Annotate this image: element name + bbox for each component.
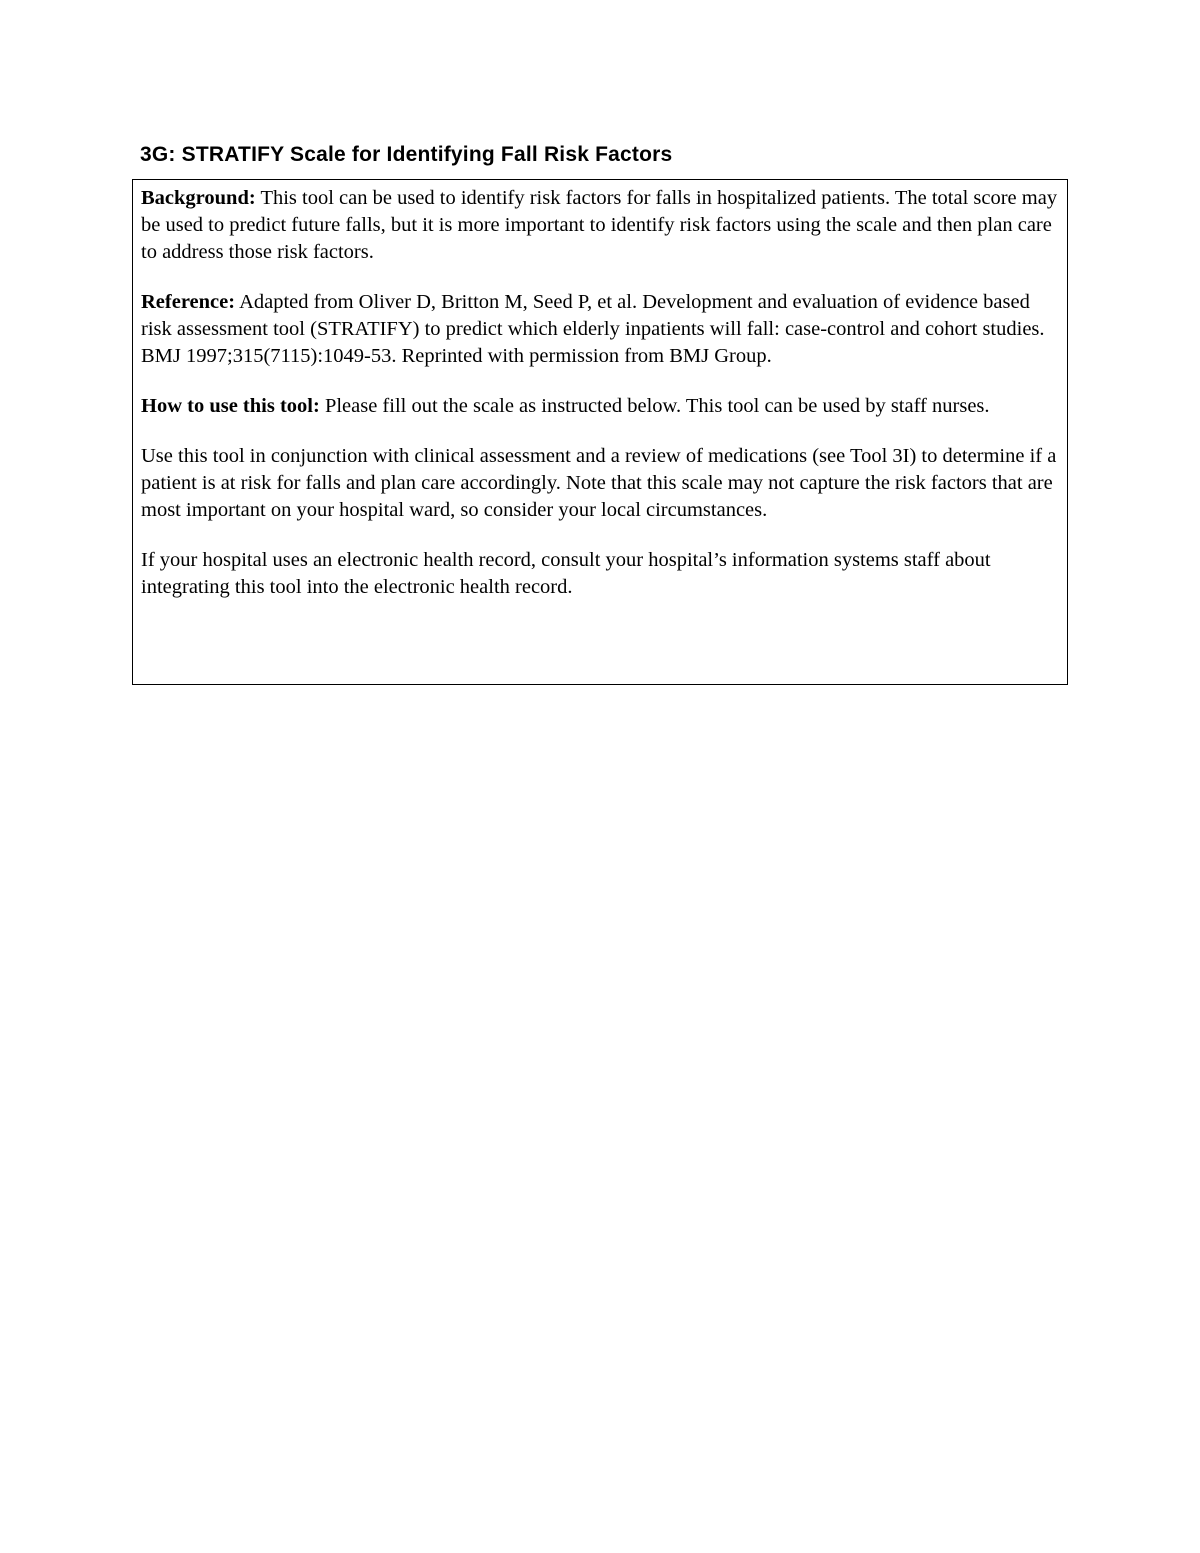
- page-title: 3G: STRATIFY Scale for Identifying Fall Risk Factors: [140, 143, 673, 166]
- how-to-use-text: Please fill out the scale as instructed below. This tool can be used by staff nurses.: [319, 395, 990, 417]
- info-box: [132, 179, 1068, 685]
- background-text: This tool can be used to identify risk factors for falls in hospitalized patients. The total score may be used to predict future falls, but it is more important to identify risk factors using the scale and then plan care to address those risk factors.: [141, 187, 1058, 263]
- ehr-note-paragraph: If your hospital uses an electronic health record, consult your hospital’s information systems staff about integrating this tool into the electronic health record.: [141, 549, 991, 598]
- how-to-use-paragraph: [141, 393, 1059, 420]
- how-to-use-label: How to use this tool:: [141, 395, 320, 417]
- background-paragraph: [141, 185, 1059, 266]
- background-label: Background:: [141, 187, 256, 209]
- reference-label: Reference:: [141, 291, 236, 313]
- conjunction-note-paragraph: Use this tool in conjunction with clinical assessment and a review of medications (see Tool 3I) to determine if a patient is at risk for falls and plan care accordingly. Note that this scale may not capture the risk factors that are most important on your hospital ward, so consider your local circumstances.: [141, 445, 1057, 521]
- reference-paragraph: [141, 289, 1059, 370]
- reference-text: Adapted from Oliver D, Britton M, Seed P, et al. Development and evaluation of evidence based risk assessment tool (STRATIFY) to predict which elderly inpatients will fall: case-control and cohort studies. BMJ 1997;315(7115):1049-53. Reprinted with permission from BMJ Group.: [141, 291, 1045, 367]
